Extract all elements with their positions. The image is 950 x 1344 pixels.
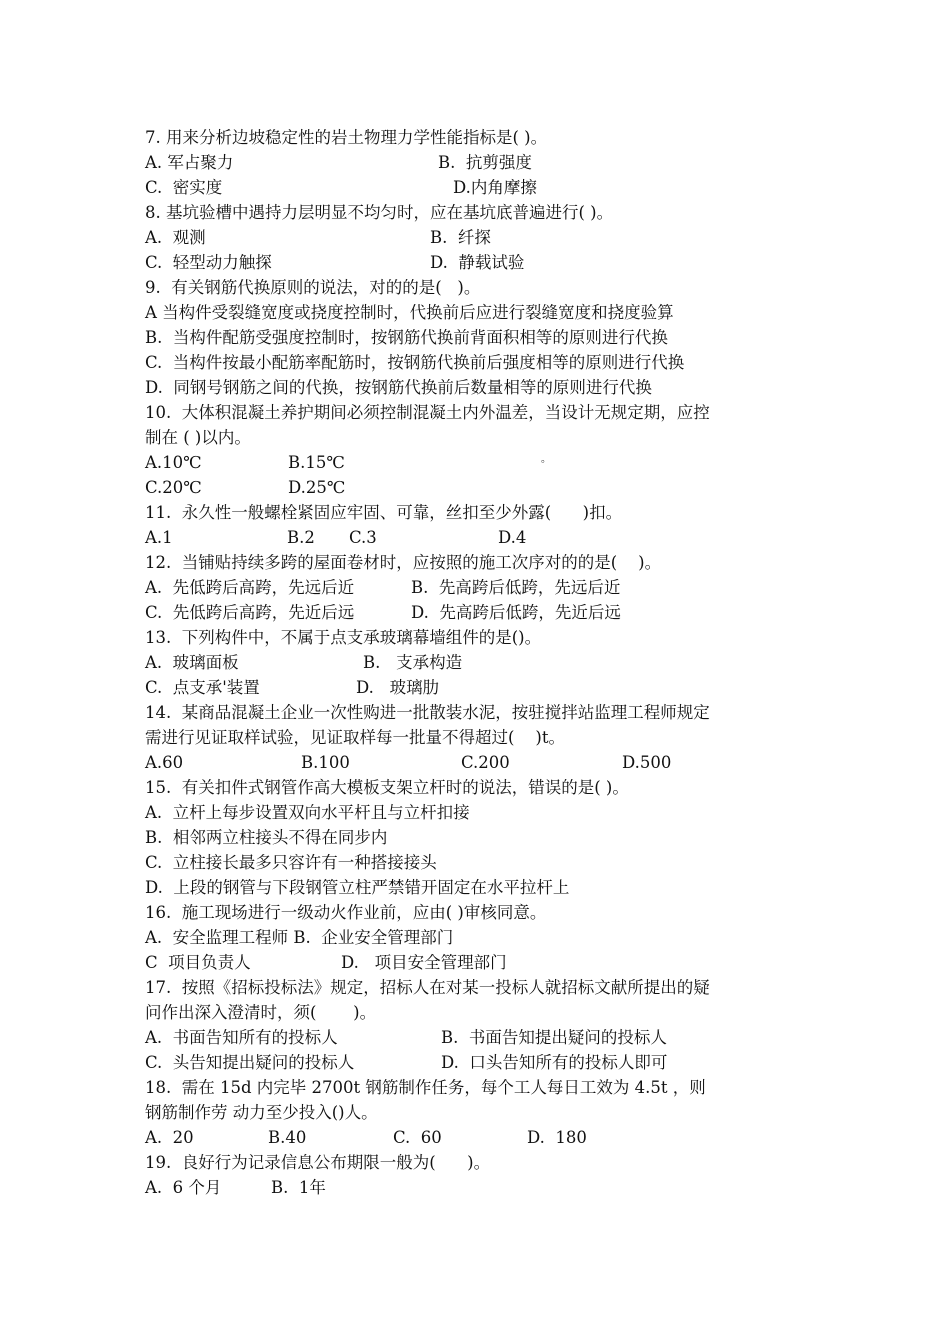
answer-option: B. 书面告知提出疑问的投标人 (441, 1028, 667, 1047)
answer-option: D. 项目安全管理部门 (341, 953, 507, 972)
stray-mark: 。 (541, 454, 551, 465)
answer-option: C. 立柱接长最多只容许有一种搭接接头 (145, 853, 437, 872)
answer-option: A. 玻璃面板 (145, 653, 239, 672)
question-stem: 14. 某商品混凝土企业一次性购进一批散装水泥，按驻搅拌站监理工程师规定 (145, 703, 710, 722)
question-stem: 18. 需在 15d 内完毕 2700t 钢筋制作任务，每个工人每日工效为 4.5t ，则 (145, 1078, 706, 1097)
answer-option: C. 密实度 (145, 178, 223, 197)
answer-option: D. 静载试验 (430, 253, 525, 272)
question-stem: 9. 有关钢筋代换原则的说法，对的的是( )。 (145, 278, 481, 297)
question-stem: 钢筋制作劳 动力至少投入()人。 (145, 1103, 378, 1122)
question-stem: 需进行见证取样试验，见证取样每一批量不得超过( )t。 (145, 728, 565, 747)
answer-option: D.内角摩擦 (453, 178, 537, 197)
question-stem: 7. 用来分析边坡稳定性的岩土物理力学性能指标是( )。 (145, 128, 548, 147)
answer-option: C. 轻型动力触探 (145, 253, 272, 272)
answer-option: A. 立杆上每步设置双向水平杆且与立杆扣接 (145, 803, 470, 822)
answer-option: D.25℃ (288, 478, 346, 497)
answer-option: B.2 (287, 528, 315, 547)
answer-option: C.3 (349, 528, 377, 547)
answer-option: D. 先高跨后低跨，先近后远 (411, 603, 621, 622)
answer-option: A. 军占聚力 (145, 153, 234, 172)
answer-option: A. 安全监理工程师 B. 企业安全管理部门 (145, 928, 454, 947)
question-stem: 12. 当铺贴持续多跨的屋面卷材时，应按照的施工次序对的的是( )。 (145, 553, 662, 572)
question-stem: 15. 有关扣件式钢管作高大模板支架立杆时的说法，错误的是( )。 (145, 778, 629, 797)
question-stem: 问作出深入澄清时，须( )。 (145, 1003, 377, 1022)
answer-option: C 项目负责人 (145, 953, 251, 972)
question-stem: 17. 按照《招标投标法》规定，招标人在对某一投标人就招标文献所提出的疑 (145, 978, 710, 997)
answer-option: A.10℃ (145, 453, 202, 472)
question-stem: 11. 永久性一般螺栓紧固应牢固、可靠，丝扣至少外露( )扣。 (145, 503, 623, 522)
answer-option: C.200 (461, 753, 510, 772)
answer-option: D. 上段的钢管与下段钢管立柱严禁错开固定在水平拉杆上 (145, 878, 570, 897)
answer-option: A.60 (145, 753, 184, 772)
answer-option: B.15℃ (288, 453, 345, 472)
answer-option: D. 口头告知所有的投标人即可 (441, 1053, 668, 1072)
answer-option: B.40 (268, 1128, 307, 1147)
question-stem: 13. 下列构件中，不属于点支承玻璃幕墙组件的是()。 (145, 628, 542, 647)
answer-option: D.500 (622, 753, 672, 772)
answer-option: A.1 (145, 528, 173, 547)
answer-option: B. 纤探 (430, 228, 491, 247)
answer-option: B. 先高跨后低跨，先远后近 (411, 578, 621, 597)
answer-option: D. 同钢号钢筋之间的代换，按钢筋代换前后数量相等的原则进行代换 (145, 378, 652, 397)
answer-option: C.20℃ (145, 478, 202, 497)
answer-option: A 当构件受裂缝宽度或挠度控制时，代换前后应进行裂缝宽度和挠度验算 (145, 303, 674, 322)
answer-option: A. 20 (145, 1128, 194, 1147)
answer-option: C. 60 (393, 1128, 442, 1147)
answer-option: C. 头告知提出疑问的投标人 (145, 1053, 355, 1072)
answer-option: B. 相邻两立柱接头不得在同步内 (145, 828, 388, 847)
question-stem: 10. 大体积混凝土养护期间必须控制混凝土内外温差，当设计无规定期，应控 (145, 403, 710, 422)
question-stem: 制在 ( )以内。 (145, 428, 251, 447)
answer-option: D. 玻璃肋 (356, 678, 440, 697)
answer-option: B.100 (301, 753, 350, 772)
answer-option: B. 抗剪强度 (438, 153, 532, 172)
answer-option: B. 1年 (271, 1178, 326, 1197)
answer-option: A. 先低跨后高跨，先远后近 (145, 578, 355, 597)
question-stem: 19. 良好行为记录信息公布期限一般为( )。 (145, 1153, 491, 1172)
answer-option: C. 先低跨后高跨，先近后远 (145, 603, 355, 622)
answer-option: A. 观测 (145, 228, 206, 247)
answer-option: D. 180 (527, 1128, 587, 1147)
answer-option: A. 6 个月 (145, 1178, 222, 1197)
answer-option: B. 当构件配筋受强度控制时，按钢筋代换前背面积相等的原则进行代换 (145, 328, 668, 347)
answer-option: C. 当构件按最小配筋率配筋时，按钢筋代换前后强度相等的原则进行代换 (145, 353, 685, 372)
question-stem: 8. 基坑验槽中遇持力层明显不均匀时，应在基坑底普遍进行( )。 (145, 203, 614, 222)
question-stem: 16. 施工现场进行一级动火作业前，应由( )审核同意。 (145, 903, 547, 922)
answer-option: D.4 (498, 528, 527, 547)
answer-option: C. 点支承'装置 (145, 678, 260, 697)
answer-option: A. 书面告知所有的投标人 (145, 1028, 338, 1047)
answer-option: B. 支承构造 (363, 653, 463, 672)
